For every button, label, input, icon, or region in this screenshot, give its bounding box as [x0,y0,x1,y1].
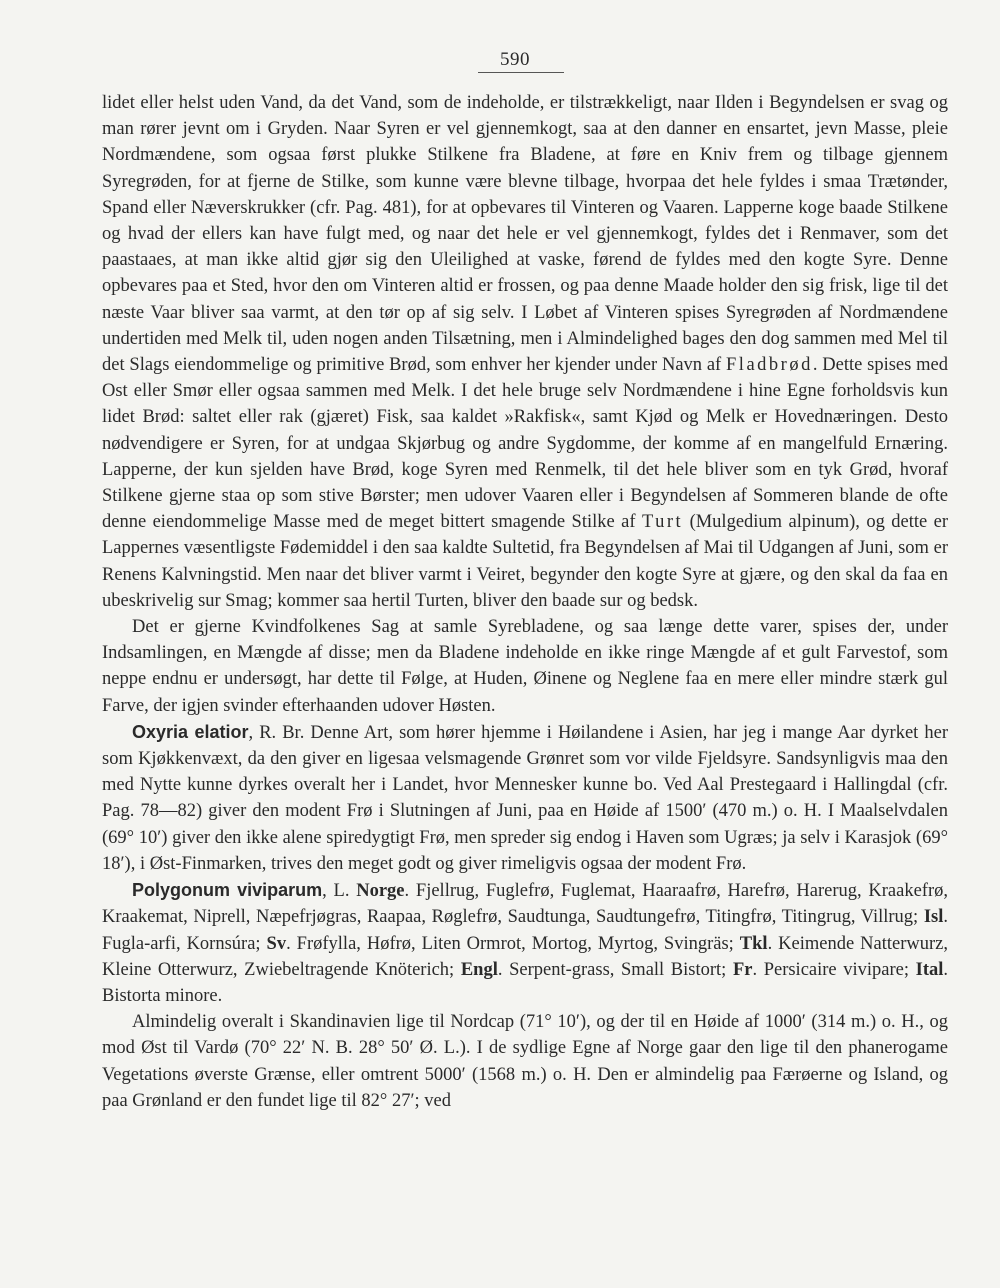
paragraph-text: . Dette spises med Ost eller Smør eller ogsaa sammen med Melk. I det hele bruge selv Nordmændene i hine Egne forholdsvis kun lidet Brød: saltet eller rak (gjæret) Fisk, saa kaldet »Rakfisk«, samt Kjød og Melk er Hovednæringen. Desto nødvendigere er Syren, for at undgaa Skjørbug og andre Sygdomme, der komme af en mangelfuld Ernæring. Lapperne, der kun sjelden have Brød, koge Syren med Renmelk, til det hele bliver som en tyk Grød, hvoraf Stilkene gjerne staa op som stive Børster; men udover Vaaren eller i Begyndelsen af Sommeren blande de ofte denne eiendommelige Masse med de meget bittert smagende Stilke af [102,355,948,533]
language-label: Isl [923,907,944,928]
species-author: , L. [322,881,357,902]
vernacular-names: . Bistorta minore. [102,959,948,1006]
paragraph-text: (Mulgedium alpinum), og dette er Lappernes væsentligste Fødemiddel i den saa kaldte Sultetid, fra Begyndelsen af Mai til Udgangen af Juni, som er Renens Kalvningstid. Men naar det bliver varmt i Veiret, begynder den kogte Syre at gjære, og den skal da faa en ubeskrivelig sur Smag; kommer saa hertil Turten, bliver den baade sur og bedsk. [102,512,948,611]
entry-polygonum-viviparum [102,877,948,1009]
paragraph-distribution: Almindelig overalt i Skandinavien lige til Nordcap (71° 10′), og der til en Høide af 1000′ (314 m.) o. H., og mod Øst til Vardø (70° 22′ N. B. 28° 50′ Ø. L.). I de sydlige Egne af Norge gaar den lige til den phanerogame Vegetations øverste Grænse, eller omtrent 5000′ (1568 m.) o. H. Den er almindelig paa Færøerne og Island, og paa Grønland er den fundet lige til 82° 27′; ved [102,1012,948,1111]
paragraph-text: lidet eller helst uden Vand, da det Vand, som de indeholde, er tilstrækkeligt, naar Ilden i Begyndelsen er svag og man rører jevnt om i Gryden. Naar Syren er vel gjennemkogt, saa at den danner en ensartet, jevn Masse, pleie Nordmændene, som ogsaa først plukke Stilkene fra Bladene, at føre en Kniv frem og tilbage gjennem Syregrøden, for at fjerne de Stilke, som kunne være blevne tilbage, hvorpaa det hele fyldes i smaa Trætønder, Spand eller Næverskrukker (cfr. Pag. 481), for at opbevares til Vinteren og Vaaren. Lapperne koge baade Stilkene og hvad der ellers kan have fulgt med, og naar det hele er vel gjennemkogt, fyldes det i Renmaver, som det paastaaes, at man ikke altid gjør sig den Uleilighed at vaske, førend de fyldes med den kogte Syre. Denne opbevares paa et Sted, hvor den om Vinteren altid er frossen, og paa denne Maade holder den sig frisk, lige til det næste Vaar bliver saa varmt, at den tør op af sig selv. I Løbet af Vinteren spises Syregrøden af Nordmændene undertiden med Melk til, uden nogen anden Tilsætning, men i Almindelighed bages den dog sammen med Mel til det Slags eiendommelige og primitive Brød, som enhver her kjender under Navn af [102,93,948,376]
page-number: 590 [500,49,530,70]
term-fladbrod: Fladbrød [726,355,813,376]
language-label: Ital [915,959,944,980]
vernacular-names: . Fjellrug, Fuglefrø, Fuglemat, Haaraafrø, Harefrø, Harerug, Kraakefrø, Kraakemat, Niprell, Næpefrjøgras, Raapaa, Røglefrø, Saudtunga, Saudtungefrø, Titingfrø, Titingrug, Villrug; [102,881,948,928]
entry-oxyria-elatior [102,719,948,877]
vernacular-names: . Frøfylla, Høfrø, Liten Ormrot, Mortog, Myrtog, Svingräs; [286,933,740,954]
language-label: Norge [356,881,405,902]
paragraph-syre-preparation [102,90,948,614]
language-label: Engl [460,959,498,980]
species-author: , R. Br. [248,722,305,743]
vernacular-names: . Keimende Natterwurz, Kleine Otterwurz, Zwiebeltragende Knöterich; [102,933,948,980]
page-body [102,90,948,1114]
species-name: Oxyria elatior [132,721,249,742]
vernacular-names: . Persicaire vivipare; [752,959,916,980]
term-turt: Turt [641,512,684,533]
entry-text: Denne Art, som hører hjemme i Høilandene i Asien, har jeg i mange Aar dyrket her som Kjøkkenvæxt, da den giver en ligesaa velsmagende Grønret som vor vilde Fjeldsyre. Sandsynligvis maa den med Nytte kunne dyrkes overalt her i Landet, hvor Mennesker kunne bo. Ved Aal Prestegaard i Hallingdal (cfr. Pag. 78—82) giver den modent Frø i Slutningen af Juni, paa en Høide af 1500′ (470 m.) o. H. I Maalselvdalen (69° 10′) giver den ikke alene spiredygtigt Frø, men spreder sig endog i Haven som Ugræs; ja selv i Karasjok (69° 18′), i Øst-Finmarken, trives den meget godt og giver rimeligvis ogsaa der modent Frø. [102,722,948,874]
language-label: Fr [732,959,753,980]
vernacular-names: . Serpent-grass, Small Bistort; [497,959,733,980]
language-label: Tkl [739,933,768,954]
page-number-rule [478,72,564,73]
language-label: Sv [266,933,287,954]
species-name: Polygonum viviparum [132,880,323,901]
paragraph-syre-collection: Det er gjerne Kvindfolkenes Sag at samle Syrebladene, og saa længe dette varer, spises der, under Indsamlingen, en Mængde af disse; men da Bladene indeholde en ikke ringe Mængde af et gult Farvestof, som neppe endnu er undersøgt, har dette til Følge, at Huden, Øinene og Neglene faa en mere eller mindre stærk gul Farve, der igjen svinder efterhaanden udover Høsten. [102,617,948,716]
vernacular-names: . Fugla-arfi, Kornsúra; [102,907,948,954]
